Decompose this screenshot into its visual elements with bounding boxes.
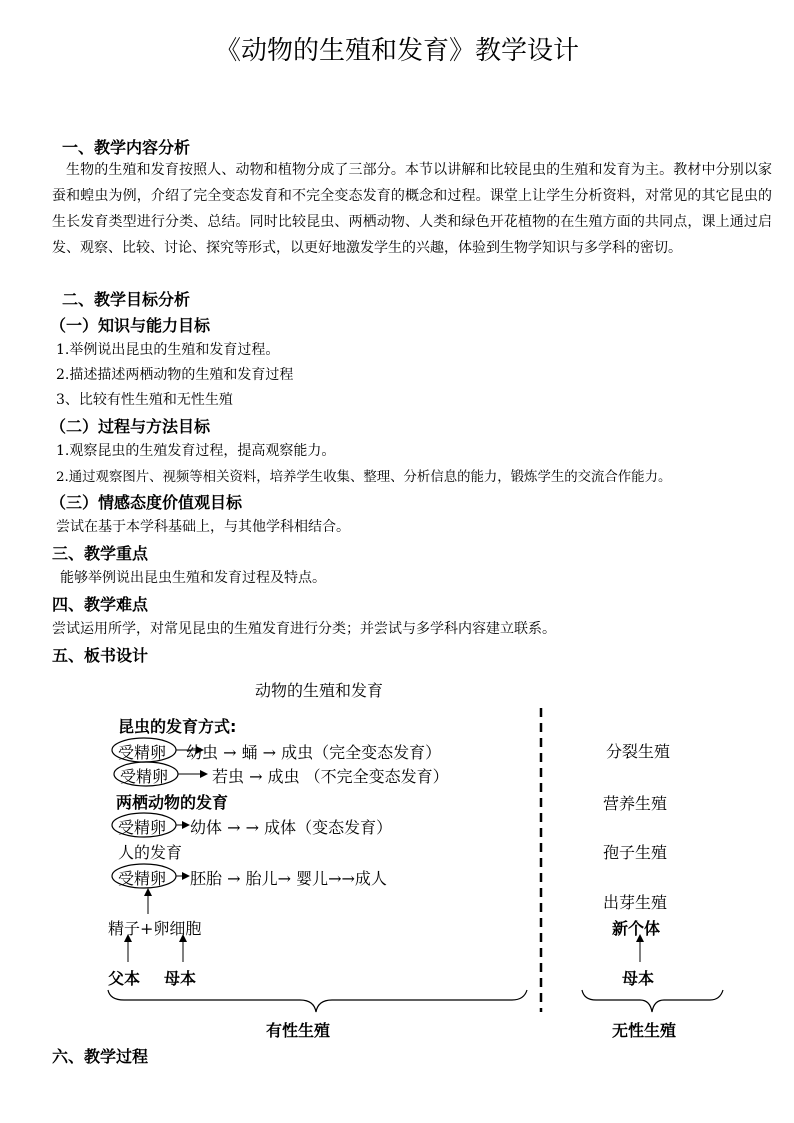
amphibian-row: 幼体 → → 成体（变态发育） [190,818,393,837]
section-2-heading: 二、教学目标分析 [62,290,191,309]
asexual-label: 无性生殖 [612,1021,677,1040]
mother-label: 母本 [164,969,197,988]
goal-1-heading: （一）知识与能力目标 [50,316,211,335]
egg-ellipse-1 [112,738,176,762]
asexual-type-2: 营养生殖 [603,794,668,813]
goal-1-item-3: 3、比较有性生殖和无性生殖 [56,392,233,408]
section-4-heading: 四、教学难点 [52,595,149,614]
insect-heading: 昆虫的发育方式: [118,717,237,736]
insect-row-complete: 幼虫 → 蛹 → 成虫（完全变态发育） [186,743,442,762]
section-4-text: 尝试运用所学，对常见昆虫的生殖发育进行分类；并尝试与多学科内容建立联系。 [52,621,556,637]
goal-1-item-1: 1.举例说出昆虫的生殖和发育过程。 [56,342,280,358]
new-individual-label: 新个体 [612,919,661,938]
section-1-heading: 一、教学内容分析 [62,138,191,157]
asexual-type-1: 分裂生殖 [606,742,671,761]
goal-3-heading: （三）情感态度价值观目标 [50,493,243,512]
egg-ellipse-3 [112,813,176,837]
egg-label-3: 受精卵 [118,818,167,837]
section-3-heading: 三、教学重点 [52,544,149,563]
asexual-type-3: 孢子生殖 [603,843,668,862]
sexual-brace [108,990,527,1012]
asexual-brace [582,990,723,1012]
board-title: 动物的生殖和发育 [255,681,384,700]
egg-label-4: 受精卵 [118,869,167,888]
amphibian-heading: 两栖动物的发育 [116,793,229,812]
sperm-egg-label: 精子+卵细胞 [108,919,202,938]
human-heading: 人的发育 [118,843,183,862]
goal-3-text: 尝试在基于本学科基础上，与其他学科相结合。 [56,519,350,535]
section-1-paragraph: 生物的生殖和发育按照人、动物和植物分成了三部分。本节以讲解和比较昆虫的生殖和发育为主。教材中分别以家蚕和蝗虫为例，介绍了完全变态发育和不完全变态发育的概念和过程。课堂上让学生分析资料，对常见的其它昆虫的生长发育类型进行分类、总结。同时比较昆虫、两栖动物、人类和绿色开花植物的在生殖方面的共同点，课上通过启发、观察、比较、讨论、探究等形式，以更好地激发学生的兴趣，体验到生物学知识与多学科的密切。 [52,162,772,256]
goal-2-item-1: 1.观察昆虫的生殖发育过程，提高观察能力。 [56,443,336,459]
goal-2-item-2: 2.通过观察图片、视频等相关资料，培养学生收集、整理、分析信息的能力，锻炼学生的交流合作能力。 [56,470,672,485]
page-title: 《动物的生殖和发育》教学设计 [214,36,579,66]
egg-label-1: 受精卵 [118,743,167,762]
sexual-label: 有性生殖 [266,1021,331,1040]
human-row: 胚胎 → 胎儿→ 婴儿→→成人 [190,869,387,888]
asexual-parent-label: 母本 [622,969,655,988]
goal-2-heading: （二）过程与方法目标 [50,417,211,436]
egg-ellipse-2 [114,762,178,786]
section-5-heading: 五、板书设计 [52,646,149,665]
goal-1-item-2: 2.描述描述两栖动物的生殖和发育过程 [56,367,294,383]
section-3-text: 能够举例说出昆虫生殖和发育过程及特点。 [60,570,326,586]
father-label: 父本 [108,969,141,988]
egg-label-2: 受精卵 [120,767,169,786]
egg-ellipse-4 [112,864,176,888]
asexual-type-4: 出芽生殖 [603,893,668,912]
section-6-heading: 六、教学过程 [52,1047,149,1066]
insect-row-incomplete: 若虫 → 成虫 （不完全变态发育） [212,767,449,786]
